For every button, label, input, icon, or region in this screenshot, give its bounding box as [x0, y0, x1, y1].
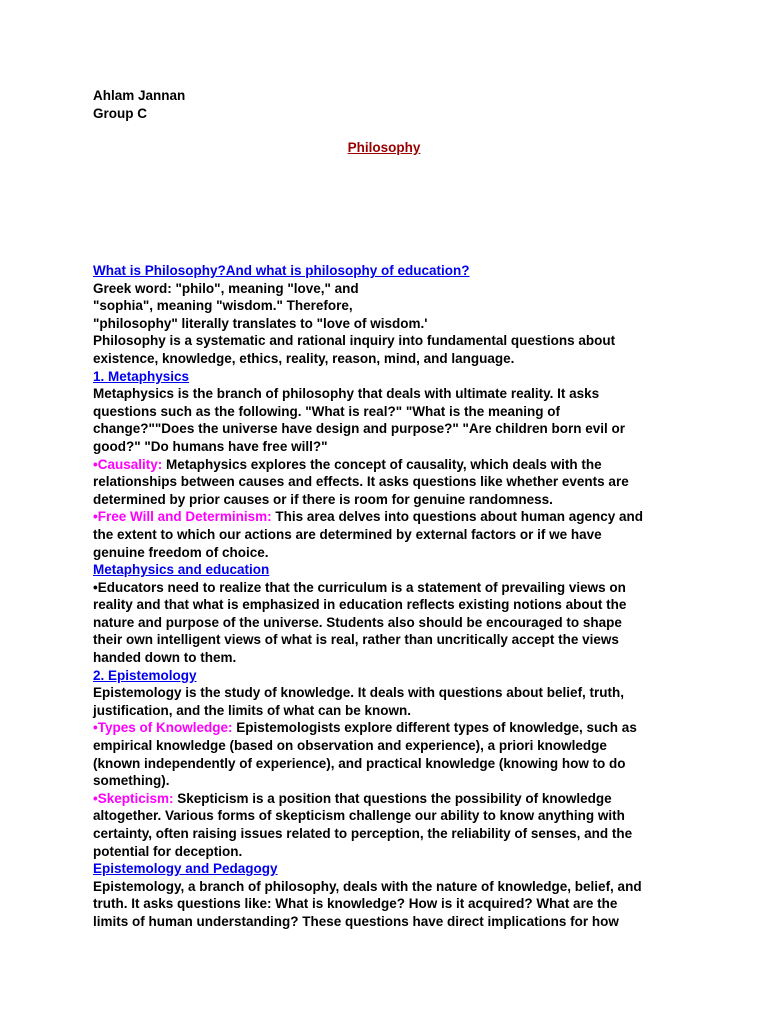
- metaphysics-education-heading-link[interactable]: Metaphysics and education: [93, 562, 270, 578]
- types-of-knowledge-label: •Types of Knowledge:: [93, 720, 233, 736]
- causality-paragraph: [93, 456, 703, 474]
- skepticism-line: potential for deception.: [93, 843, 243, 859]
- page-title: Philosophy: [347, 140, 421, 155]
- author-name: Ahlam Jannan: [93, 88, 186, 103]
- causality-line: relationships between causes and effects. It asks questions like whether events are: [93, 474, 629, 490]
- metaphysics-education-line: their own intelligent views of what is real, rather than uncritically accept the views: [93, 632, 619, 648]
- free-will-paragraph: [93, 508, 703, 526]
- types-of-knowledge-text: Epistemologists explore different types of knowledge, such as: [232, 720, 637, 736]
- epistemology-pedagogy-heading-link[interactable]: Epistemology and Pedagogy: [93, 861, 278, 877]
- metaphysics-heading-link[interactable]: 1. Metaphysics: [93, 368, 190, 384]
- intro-heading-link[interactable]: What is Philosophy?And what is philosophy of education?: [93, 263, 470, 278]
- free-will-text: This area delves into questions about human agency and: [271, 509, 643, 525]
- epistemology-heading-link[interactable]: 2. Epistemology: [93, 667, 197, 683]
- types-of-knowledge-paragraph: [93, 719, 703, 737]
- metaphysics-line: questions such as the following. "What is real?" "What is the meaning of: [93, 403, 560, 419]
- intro-line: "philosophy" literally translates to "love of wisdom.': [93, 315, 428, 331]
- skepticism-label: •Skepticism:: [93, 790, 174, 806]
- author-group: Group C: [93, 105, 147, 121]
- skepticism-paragraph: [93, 790, 703, 808]
- epistemology-line: Epistemology is the study of knowledge. It deals with questions about belief, truth,: [93, 685, 625, 701]
- intro-line: Philosophy is a systematic and rational inquiry into fundamental questions about: [93, 333, 616, 349]
- free-will-line: the extent to which our actions are determined by external factors or if we have: [93, 526, 602, 542]
- skepticism-line: certainty, often raising issues related to perception, the reliability of senses, and the: [93, 826, 633, 841]
- free-will-label: •Free Will and Determinism:: [93, 509, 272, 525]
- metaphysics-education-line: handed down to them.: [93, 650, 237, 666]
- causality-label: •Causality:: [93, 456, 163, 472]
- metaphysics-line: change?""Does the universe have design and purpose?" "Are children born evil or: [93, 421, 625, 437]
- intro-line: Greek word: "philo", meaning "love," and: [93, 280, 359, 296]
- intro-line: existence, knowledge, ethics, reality, reason, mind, and language.: [93, 350, 515, 366]
- free-will-line: genuine freedom of choice.: [93, 544, 269, 560]
- metaphysics-line: good?" "Do humans have free will?": [93, 438, 328, 454]
- author-block: [93, 87, 185, 122]
- skepticism-line: altogether. Various forms of skepticism challenge our ability to know anything with: [93, 808, 625, 824]
- metaphysics-education-line: •Educators need to realize that the curriculum is a statement of prevailing views on: [93, 579, 626, 595]
- types-of-knowledge-line: empirical knowledge (based on observation and experience), a priori knowledge: [93, 738, 607, 754]
- skepticism-text: Skepticism is a position that questions the possibility of knowledge: [173, 790, 612, 806]
- document-body: [93, 262, 703, 931]
- causality-line: determined by prior causes or if there is room for genuine randomness.: [93, 491, 553, 507]
- metaphysics-education-line: nature and purpose of the universe. Students also should be encouraged to shape: [93, 614, 622, 630]
- metaphysics-line: Metaphysics is the branch of philosophy that deals with ultimate reality. It asks: [93, 386, 600, 402]
- epistemology-pedagogy-line: truth. It asks questions like: What is knowledge? How is it acquired? What are the: [93, 896, 618, 912]
- types-of-knowledge-line: (known independently of experience), and practical knowledge (knowing how to do: [93, 755, 626, 771]
- intro-line: "sophia", meaning "wisdom." Therefore,: [93, 298, 353, 314]
- epistemology-pedagogy-line: Epistemology, a branch of philosophy, deals with the nature of knowledge, belief, and: [93, 878, 642, 894]
- metaphysics-education-line: reality and that what is emphasized in education reflects existing notions about the: [93, 597, 627, 613]
- causality-text: Metaphysics explores the concept of causality, which deals with the: [162, 456, 602, 472]
- epistemology-pedagogy-line: limits of human understanding? These questions have direct implications for how: [93, 913, 619, 929]
- types-of-knowledge-line: something).: [93, 773, 170, 789]
- epistemology-line: justification, and the limits of what can be known.: [93, 702, 412, 718]
